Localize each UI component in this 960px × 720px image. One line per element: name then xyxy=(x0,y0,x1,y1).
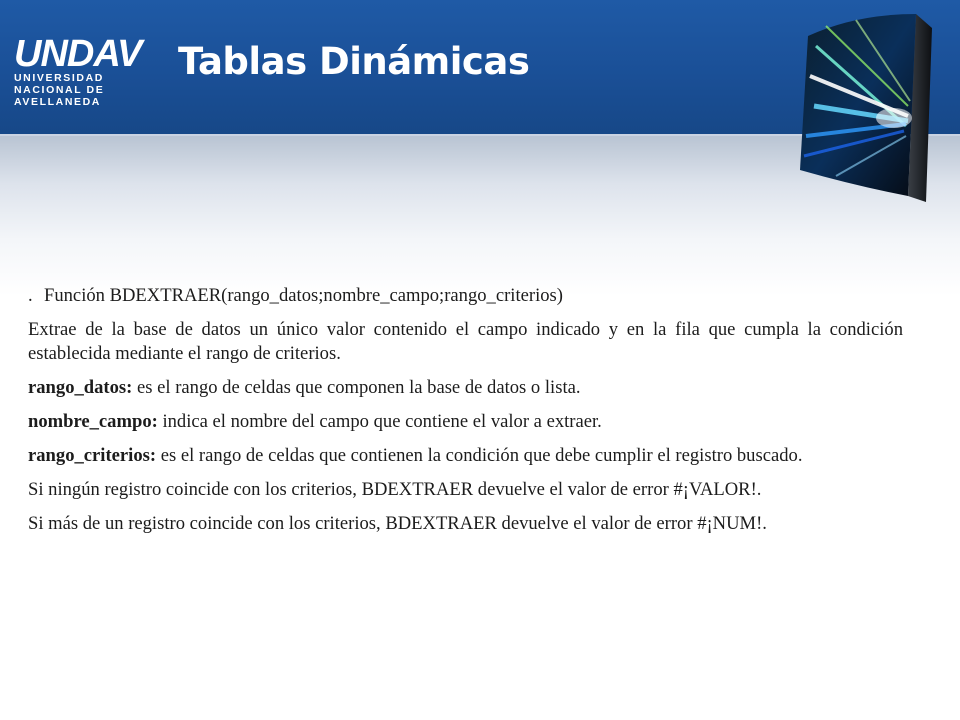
note-multiple-match: Si más de un registro coincide con los criterios, BDEXTRAER devuelve el valor de error #¡NUM!. xyxy=(28,513,767,534)
param-rango-datos xyxy=(28,376,903,400)
heading-bullet: . xyxy=(28,285,33,306)
logo-line-2: NACIONAL DE xyxy=(14,84,105,96)
param-term: rango_datos: xyxy=(28,377,133,398)
param-desc: es el rango de celdas que contienen la condición que debe cumplir el registro buscado. xyxy=(156,445,803,466)
param-desc: es el rango de celdas que componen la base de datos o lista. xyxy=(132,377,581,398)
light-streaks-tile-icon xyxy=(796,6,936,204)
logo-line-3: AVELLANEDA xyxy=(14,96,101,108)
university-logo xyxy=(14,33,142,116)
param-nombre-campo xyxy=(28,410,903,434)
slide-content xyxy=(28,284,903,546)
slide-title: Tablas Dinámicas xyxy=(178,40,530,83)
function-signature: Función BDEXTRAER(rango_datos;nombre_campo;rango_criterios) xyxy=(44,285,563,306)
intro-paragraph: Extrae de la base de datos un único valor contenido el campo indicado y en la fila que cumpla la condición establecida mediante el rango de criterios. xyxy=(28,319,903,364)
function-heading xyxy=(28,284,903,308)
logo-mark: UNDAV xyxy=(14,33,142,75)
param-rango-criterios xyxy=(28,444,903,468)
param-term: nombre_campo: xyxy=(28,411,158,432)
param-desc: indica el nombre del campo que contiene el valor a extraer. xyxy=(157,411,602,432)
logo-line-1: UNIVERSIDAD xyxy=(14,72,104,84)
note-no-match: Si ningún registro coincide con los criterios, BDEXTRAER devuelve el valor de error #¡VALOR!. xyxy=(28,479,762,500)
param-term: rango_criterios: xyxy=(28,445,157,466)
